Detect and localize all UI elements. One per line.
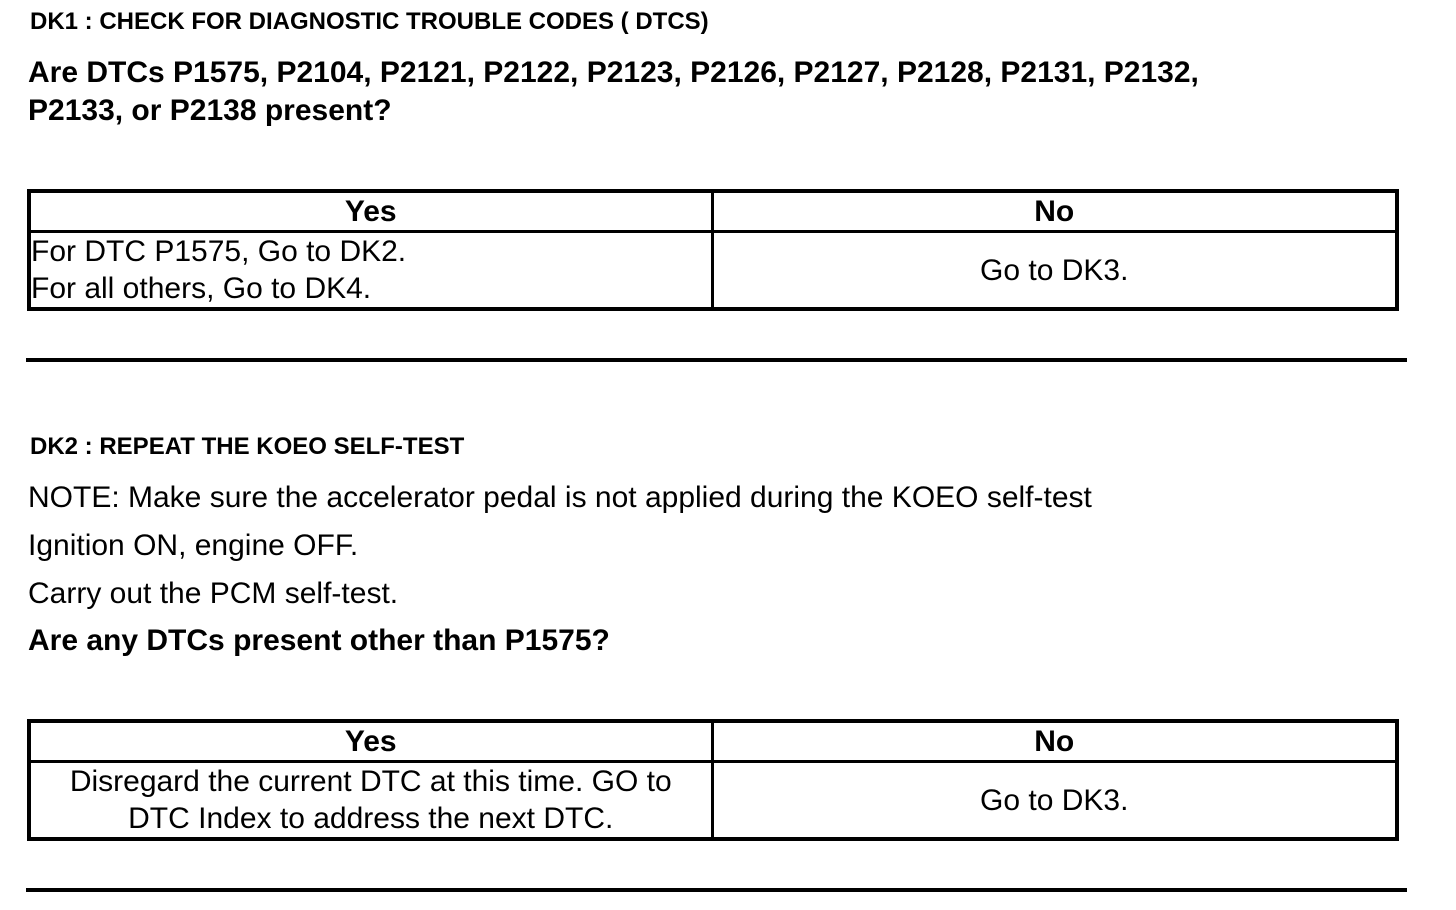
dk1-yes-line-1: For DTC P1575, Go to DK2. — [31, 235, 407, 268]
dk2-result-table — [27, 719, 1399, 841]
dk2-note: NOTE: Make sure the accelerator pedal is not applied during the KOEO self-test — [28, 481, 1092, 514]
dk1-question-line-2: P2133, or P2138 present? — [28, 94, 392, 127]
dk2-step-title: DK2 : REPEAT THE KOEO SELF-TEST — [30, 433, 465, 460]
dk2-yes-header: Yes — [29, 721, 712, 762]
dk2-table-header-row — [29, 721, 1397, 762]
dk1-yes-cell — [29, 232, 712, 310]
dk2-yes-line-2: DTC Index to address the next DTC. — [128, 802, 614, 835]
dk2-step-1: Ignition ON, engine OFF. — [28, 529, 359, 562]
dk1-no-cell: Go to DK3. — [712, 232, 1397, 310]
dk2-table-row — [29, 762, 1397, 840]
section-divider — [26, 358, 1407, 362]
dk2-no-header: No — [712, 721, 1397, 762]
dk2-yes-line-1: Disregard the current DTC at this time. GO to — [69, 765, 672, 798]
dk1-question-line-1: Are DTCs P1575, P2104, P2121, P2122, P2123, P2126, P2127, P2128, P2131, P2132, — [28, 56, 1199, 89]
dk1-question — [28, 54, 1199, 130]
dk2-question: Are any DTCs present other than P1575? — [28, 624, 610, 657]
dk1-table-header-row — [29, 191, 1397, 232]
dk1-yes-header: Yes — [29, 191, 712, 232]
dk2-yes-cell — [29, 762, 712, 840]
dk1-yes-line-2: For all others, Go to DK4. — [31, 272, 372, 305]
dk2-no-cell: Go to DK3. — [712, 762, 1397, 840]
dk1-table-row — [29, 232, 1397, 310]
dk1-no-header: No — [712, 191, 1397, 232]
dk2-step-2: Carry out the PCM self-test. — [28, 577, 399, 610]
dk1-result-table — [27, 189, 1399, 311]
section-divider-bottom — [26, 888, 1407, 892]
dk1-step-title: DK1 : CHECK FOR DIAGNOSTIC TROUBLE CODES ( DTCS) — [30, 8, 709, 35]
